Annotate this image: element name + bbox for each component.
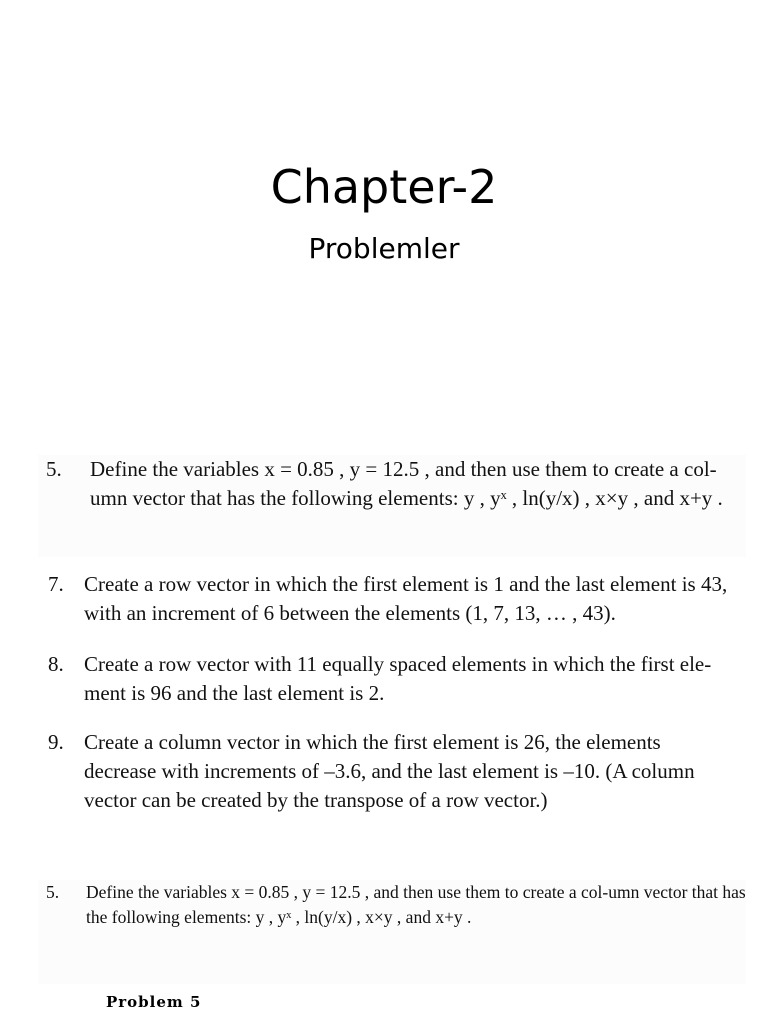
problem-5 [38,455,746,557]
problem-number: 8. [48,652,64,676]
problem-9 [48,728,728,815]
problem-caption: Problem 5 [106,993,202,1011]
problem-text: Define the variables x = 0.85 , y = 12.5 , and then use them to create a col-umn vector that has the following elements: y , yˣ , ln(y/x) , x×y , and x+y . [86,882,746,927]
problem-7 [48,570,728,628]
problem-number: 7. [48,572,64,596]
problem-5-repeat [38,880,746,984]
problem-number: 9. [48,730,64,754]
problem-number: 5. [46,457,62,481]
problem-text: Create a column vector in which the first element is 26, the elements decrease with increments of –3.6, and the last element is –10. (A column vector can be created by the transpose of a row vector.) [84,730,695,812]
problem-text: Define the variables x = 0.85 , y = 12.5 , and then use them to create a col-umn vector that has the following elements: y , yˣ , ln(y/x) , x×y , and x+y . [90,457,723,510]
problem-text: Create a row vector with 11 equally spaced elements in which the first ele-ment is 96 and the last element is 2. [84,652,712,705]
problem-8 [48,650,728,708]
slide-title: Chapter-2 [270,160,498,214]
slide-subtitle: Problemler [308,232,460,265]
problem-number: 5. [46,882,60,902]
problem-text: Create a row vector in which the first element is 1 and the last element is 43, with an increment of 6 between the elements (1, 7, 13, … , 43). [84,572,728,625]
